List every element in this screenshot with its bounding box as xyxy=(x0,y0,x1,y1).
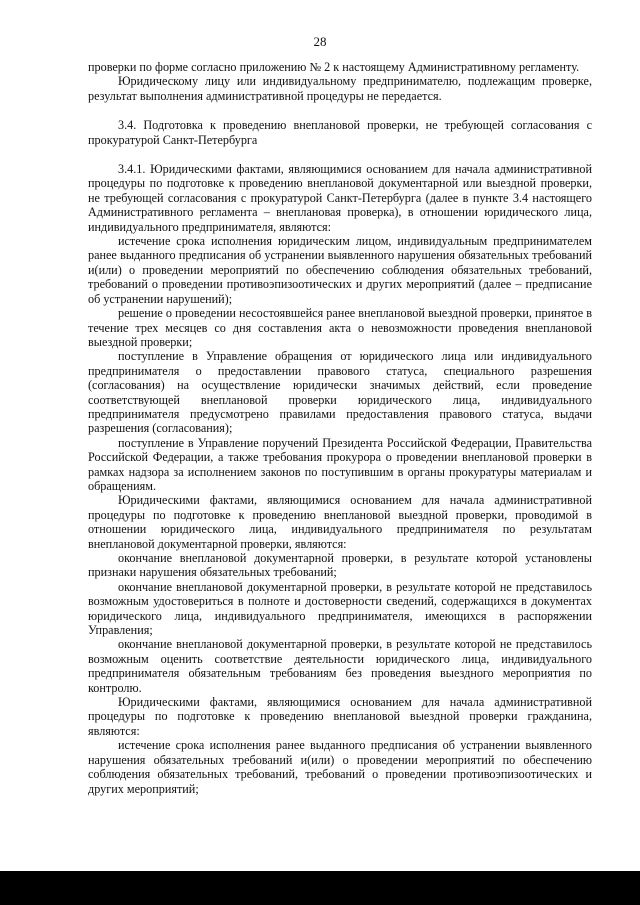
list-item: окончание внеплановой документарной проверки, в результате которой установлены признаки нарушения обязательных требований; xyxy=(88,551,592,580)
list-item: поступление в Управление обращения от юридического лица или индивидуального предпринимателя о предоставлении правового статуса, специального разрешения (согласования) на осуществление юридически значимых действий, если проведение соответствующей внеплановой проверки юридического лица, индивидуального предпринимателя предусмотрено правилами предоставления правового статуса, выдачи разрешения (согласования); xyxy=(88,349,592,436)
list-item: окончание внеплановой документарной проверки, в результате которой не представилось возможным удостовериться в полноте и достоверности сведений, содержащихся в документах юридического лица, индивидуального предпринимателя, имеющихся в распоряжении Управления; xyxy=(88,579,592,638)
list-item: окончание внеплановой документарной проверки, в результате которой не представилось возможным оценить соответствие деятельности юридического лица, индивидуального предпринимателя обязательным требованиям без проведения выездного мероприятия по контролю. xyxy=(88,637,592,695)
paragraph: Юридическими фактами, являющимися основанием для начала административной процедуры по подготовке к проведению внеплановой выездной проверки гражданина, являются: xyxy=(88,695,592,738)
paragraph: Юридическому лицу или индивидуальному предпринимателю, подлежащим проверке, результат выполнения административной процедуры не передается. xyxy=(88,74,592,103)
paragraph: Юридическими фактами, являющимися основанием для начала административной процедуры по подготовке к проведению внеплановой выездной проверки, проводимой в отношении юридического лица, индивидуального предпринимателя по результатам внеплановой документарной проверки, являются: xyxy=(88,493,592,551)
page-number: 28 xyxy=(313,34,327,49)
paragraph: 3.4.1. Юридическими фактами, являющимися основанием для начала административной процедуры по подготовке к проведению внеплановой документарной или выездной проверки, не требующей согласования с прокуратурой Санкт-Петербурга (далее в пункте 3.4 настоящего Административного регламента – внеплановая проверка), в отношении юридического лица, индивидуального предпринимателя, являются: xyxy=(88,162,592,234)
document-body xyxy=(88,60,592,796)
list-item: поступление в Управление поручений Президента Российской Федерации, Правительства Российской Федерации, а также требования прокурора о проведении внеплановой проверки в рамках надзора за исполнением законов по поступившим в органы прокуратуры материалам и обращениям. xyxy=(88,435,592,493)
section-heading: 3.4. Подготовка к проведению внеплановой проверки, не требующей согласования с прокуратурой Санкт-Петербурга xyxy=(88,118,592,147)
paragraph: проверки по форме согласно приложению № 2 к настоящему Административному регламенту. xyxy=(88,60,580,74)
list-item: истечение срока исполнения ранее выданного предписания об устранении выявленного нарушения обязательных требований и(или) о проведении мероприятий по обеспечению соблюдения обязательных требований, требований о проведении противоэпизоотических и других мероприятий; xyxy=(88,738,592,796)
scan-edge-bar xyxy=(0,871,640,905)
list-item: истечение срока исполнения юридическим лицом, индивидуальным предпринимателем ранее выданного предписания об устранении выявленного нарушения обязательных требований и(или) о проведении мероприятий по обеспечению соблюдения обязательных требований, требований о проведении противоэпизоотических и других мероприятий (далее – предписание об устранении нарушений); xyxy=(88,234,592,306)
list-item: решение о проведении несостоявшейся ранее внеплановой выездной проверки, принятое в течение трех месяцев со дня составления акта о невозможности проведения внеплановой выездной проверки; xyxy=(88,306,592,349)
